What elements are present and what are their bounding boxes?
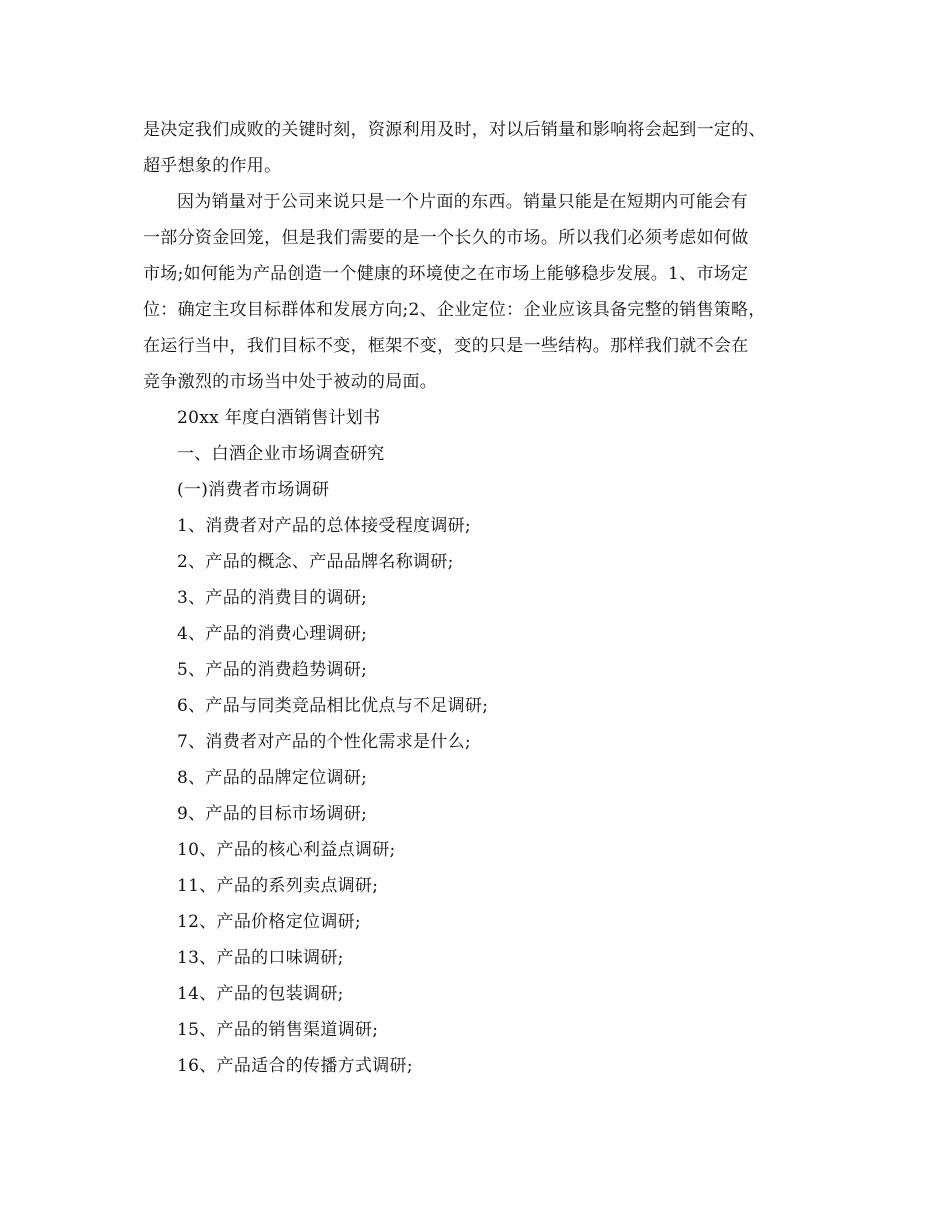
list-item: 4、产品的消费心理调研; xyxy=(177,624,368,644)
text-line: 竞争激烈的市场当中处于被动的局面。 xyxy=(143,372,438,392)
text-line: 市场;如何能为产品创造一个健康的环境使之在市场上能够稳步发展。1、市场定 xyxy=(143,264,749,284)
list-item: 1、消费者对产品的总体接受程度调研; xyxy=(177,516,471,536)
list-item: 14、产品的包装调研; xyxy=(177,984,344,1004)
list-item: 7、消费者对产品的个性化需求是什么; xyxy=(177,732,471,752)
paragraph-sales-market xyxy=(143,184,808,400)
list-item: 6、产品与同类竞品相比优点与不足调研; xyxy=(177,696,489,716)
list-item: 9、产品的目标市场调研; xyxy=(177,804,368,824)
document-body xyxy=(143,112,808,1084)
survey-item-list xyxy=(143,508,808,1084)
plan-title: 20xx 年度白酒销售计划书 xyxy=(177,408,381,428)
list-item: 2、产品的概念、产品品牌名称调研; xyxy=(177,552,454,572)
list-item: 13、产品的口味调研; xyxy=(177,948,344,968)
text-line: 是决定我们成败的关键时刻，资源利用及时，对以后销量和影响将会起到一定的、 xyxy=(143,120,766,140)
list-item: 3、产品的消费目的调研; xyxy=(177,588,368,608)
subsection-heading: (一)消费者市场调研 xyxy=(177,480,330,500)
paragraph-continuation xyxy=(143,112,808,184)
section-heading: 一、白酒企业市场调查研究 xyxy=(177,444,385,464)
list-item: 8、产品的品牌定位调研; xyxy=(177,768,368,788)
list-item: 12、产品价格定位调研; xyxy=(177,912,361,932)
text-line: 超乎想象的作用。 xyxy=(143,156,282,176)
list-item: 11、产品的系列卖点调研; xyxy=(177,876,379,896)
list-item: 15、产品的销售渠道调研; xyxy=(177,1020,379,1040)
text-line: 位：确定主攻目标群体和发展方向;2、企业定位：企业应该具备完整的销售策略， xyxy=(143,300,766,320)
text-line: 因为销量对于公司来说只是一个片面的东西。销量只能是在短期内可能会有 xyxy=(177,192,748,212)
list-item: 5、产品的消费趋势调研; xyxy=(177,660,368,680)
text-line: 在运行当中，我们目标不变，框架不变，变的只是一些结构。那样我们就不会在 xyxy=(143,336,749,356)
text-line: 一部分资金回笼，但是我们需要的是一个长久的市场。所以我们必须考虑如何做 xyxy=(143,228,749,248)
list-item: 16、产品适合的传播方式调研; xyxy=(177,1056,413,1076)
list-item: 10、产品的核心利益点调研; xyxy=(177,840,396,860)
